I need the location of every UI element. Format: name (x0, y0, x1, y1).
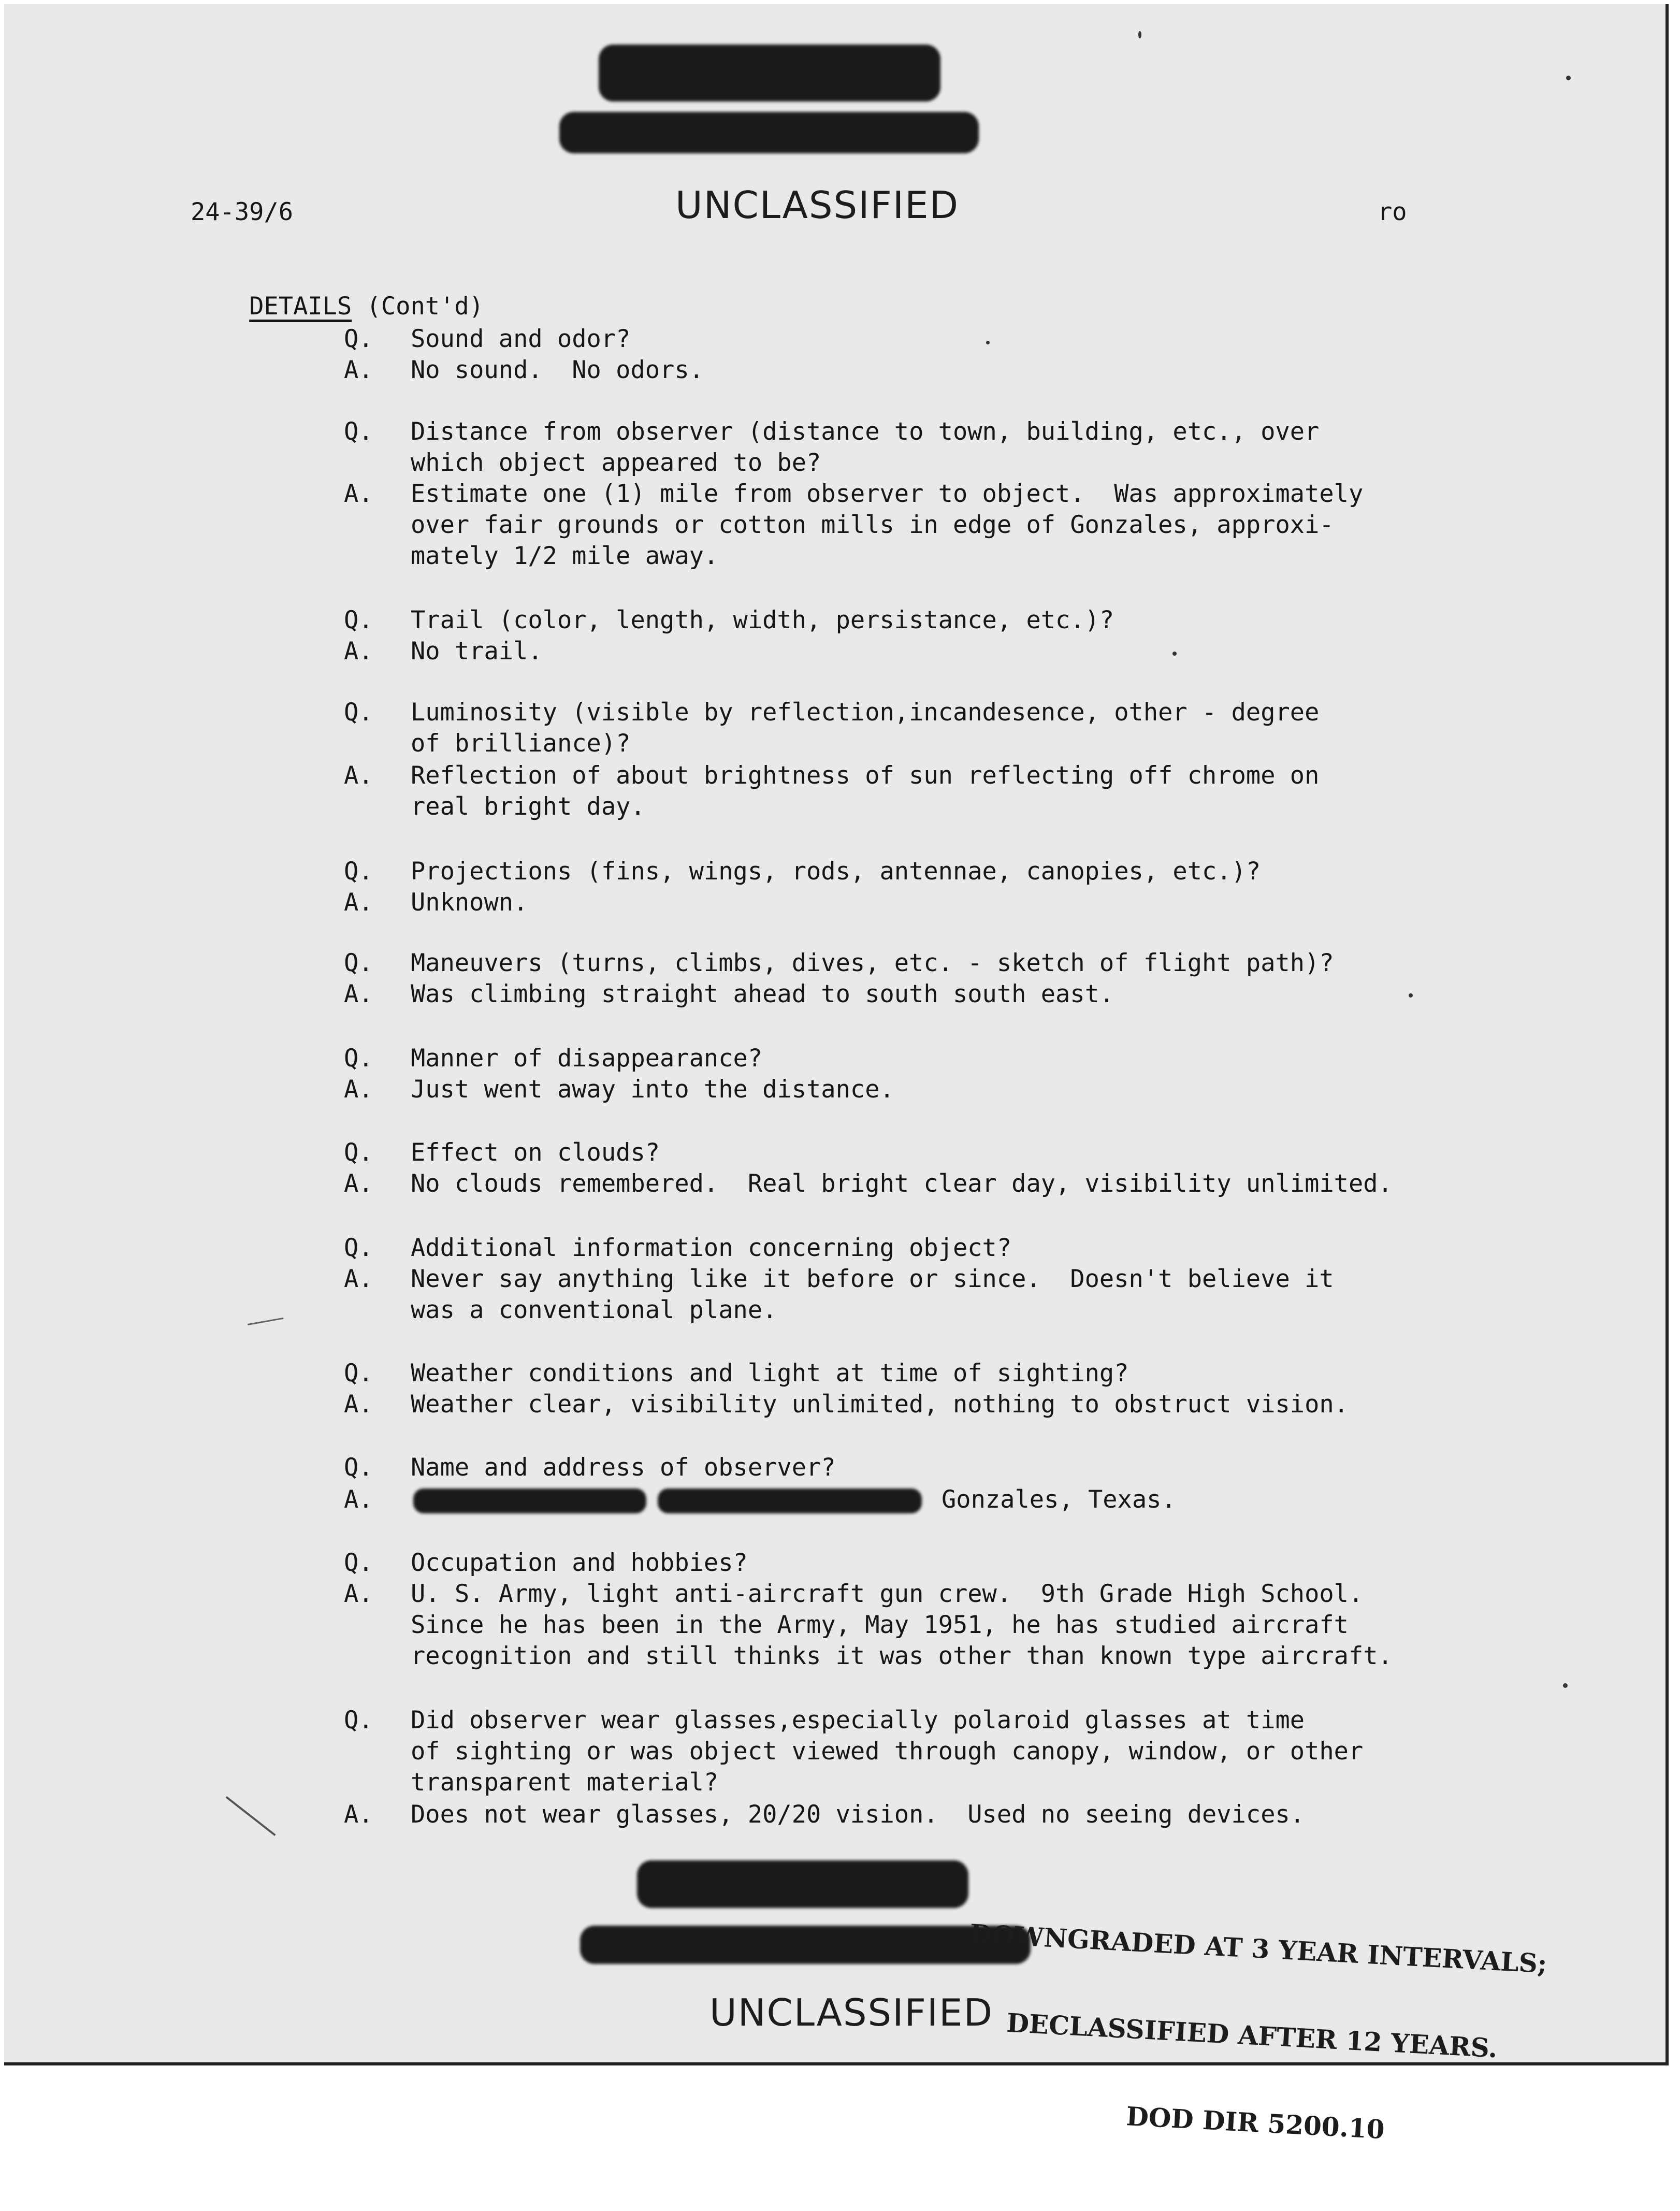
q-marker: Q. (344, 325, 373, 353)
a-marker: A. (344, 637, 373, 666)
redaction-bar-top-1 (599, 45, 940, 102)
a-marker: A. (344, 1580, 373, 1608)
answer-text: No trail. (411, 637, 543, 666)
file-number: 24-39/6 (191, 198, 294, 226)
question-text: Projections (fins, wings, rods, antennae, canopies, etc.)? (411, 857, 1261, 886)
answer-text: Unknown. (411, 888, 528, 917)
classification-footer: UNCLASSIFIED (709, 1991, 994, 2034)
a-marker: A. (344, 1390, 373, 1419)
question-text: Additional information concerning object? (411, 1234, 1012, 1262)
a-marker: A. (344, 1265, 373, 1293)
answer-text: Just went away into the distance. (411, 1075, 894, 1104)
q-marker: Q. (344, 417, 373, 446)
question-text: Occupation and hobbies? (411, 1549, 748, 1577)
downgrade-line-1: DOWNGRADED AT 3 YEAR INTERVALS; (969, 1918, 1548, 1979)
a-marker: A. (344, 356, 373, 384)
a-marker: A. (344, 1075, 373, 1104)
redaction-bar-top-2 (559, 112, 979, 153)
stray-pen-mark (226, 1796, 276, 1836)
q-marker: Q. (344, 1549, 373, 1577)
question-text: Effect on clouds? (411, 1138, 660, 1167)
answer-text: Weather clear, visibility unlimited, nothing to obstruct vision. (411, 1390, 1349, 1419)
downgrade-line-2: DECLASSIFIED AFTER 12 YEARS. (1006, 2007, 1498, 2064)
paper-speck (1138, 31, 1141, 38)
question-text: Luminosity (visible by reflection,incandesence, other - degree of brilliance)? (411, 698, 1320, 758)
redaction-bar-bottom-1 (637, 1860, 968, 1908)
redacted-observer-name (413, 1489, 646, 1513)
question-text: Name and address of observer? (411, 1453, 836, 1482)
a-marker: A. (344, 1485, 373, 1514)
q-marker: Q. (344, 949, 373, 977)
paper-speck (1172, 652, 1177, 656)
a-marker: A. (344, 888, 373, 917)
a-marker: A. (344, 761, 373, 790)
question-text: Distance from observer (distance to town, building, etc., over which object appeared to be? (411, 417, 1320, 477)
question-text: Manner of disappearance? (411, 1044, 763, 1073)
details-suffix: (Cont'd) (352, 292, 484, 321)
stray-pen-mark (248, 1318, 283, 1325)
a-marker: A. (344, 980, 373, 1008)
answer-text: No clouds remembered. Real bright clear day, visibility unlimited. (411, 1169, 1393, 1198)
downgrade-line-3: DOD DIR 5200.10 (1125, 2101, 1386, 2145)
q-marker: Q. (344, 1453, 373, 1482)
answer-text: Never say anything like it before or since. Doesn't believe it was a conventional plane. (411, 1265, 1334, 1324)
details-label: DETAILS (249, 292, 352, 321)
q-marker: Q. (344, 698, 373, 727)
redacted-observer-address (658, 1489, 922, 1513)
answer-text: Estimate one (1) mile from observer to object. Was approximately over fair grounds or cotton mills in edge of Gonzales, approxi- mately 1/2 mile away. (411, 480, 1364, 570)
q-marker: Q. (344, 1044, 373, 1073)
answer-text: Was climbing straight ahead to south south east. (411, 980, 1114, 1008)
a-marker: A. (344, 1800, 373, 1829)
answer-text: No sound. No odors. (411, 356, 704, 384)
question-text: Sound and odor? (411, 325, 631, 353)
a-marker: A. (344, 480, 373, 508)
typist-initials: ro (1378, 198, 1407, 226)
redaction-bar-bottom-2 (580, 1926, 1031, 1964)
answer-text: U. S. Army, light anti-aircraft gun crew. 9th Grade High School. Since he has been in the Army, May 1951, he has studied aircraft recognition and still thinks it was other than known type aircraft. (411, 1580, 1393, 1670)
answer-text: Gonzales, Texas. (942, 1485, 1176, 1514)
q-marker: Q. (344, 857, 373, 886)
question-text: Trail (color, length, width, persistance, etc.)? (411, 606, 1114, 634)
q-marker: Q. (344, 606, 373, 634)
q-marker: Q. (344, 1359, 373, 1388)
question-text: Maneuvers (turns, climbs, dives, etc. - sketch of flight path)? (411, 949, 1334, 977)
q-marker: Q. (344, 1706, 373, 1735)
q-marker: Q. (344, 1138, 373, 1167)
a-marker: A. (344, 1169, 373, 1198)
classification-header: UNCLASSIFIED (675, 183, 960, 227)
question-text: Did observer wear glasses,especially polaroid glasses at time of sighting or was object viewed through canopy, window, or other transparent material? (411, 1706, 1364, 1797)
paper-speck (1563, 1683, 1568, 1688)
paper-speck (1566, 76, 1571, 80)
document-page (4, 4, 1669, 2145)
answer-text: Reflection of about brightness of sun reflecting off chrome on real bright day. (411, 761, 1320, 821)
answer-text: Does not wear glasses, 20/20 vision. Used no seeing devices. (411, 1800, 1305, 1829)
paper-speck (986, 341, 990, 344)
paper-speck (1409, 993, 1413, 998)
question-text: Weather conditions and light at time of sighting? (411, 1359, 1129, 1388)
q-marker: Q. (344, 1234, 373, 1262)
downgrade-stamp (957, 1861, 1551, 2210)
